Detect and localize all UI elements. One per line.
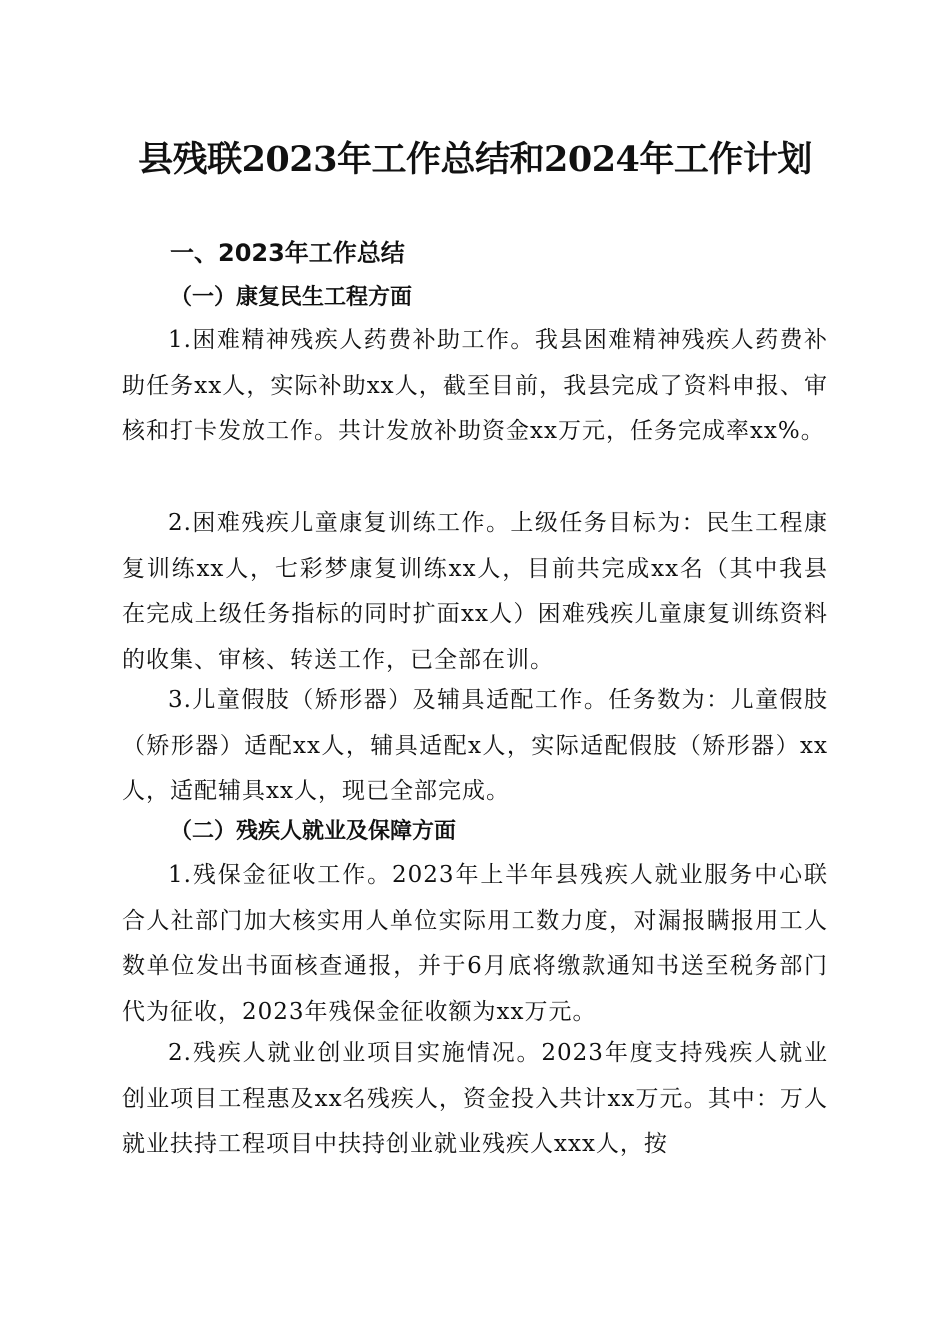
document-title: 县残联2023年工作总结和2024年工作计划	[138, 139, 812, 180]
paragraph-levy-collection: 1.残保金征收工作。2023年上半年县残疾人就业服务中心联合人社部门加大核实用人单位实际用工数力度，对漏报瞒报用工人数单位发出书面核查通报，并于6月底将缴款通知书送至税务部门代为征收，2023年残保金征收额为xx万元。	[122, 862, 828, 1025]
subsection-heading-employment: （二）残疾人就业及保障方面	[170, 819, 457, 844]
paragraph-prosthesis-fitting: 3.儿童假肢（矫形器）及辅具适配工作。任务数为：儿童假肢（矫形器）适配xx人，辅具适配x人，实际适配假肢（矫形器）xx人，适配辅具xx人，现已全部完成。	[122, 687, 828, 804]
paragraph-employment-projects: 2.残疾人就业创业项目实施情况。2023年度支持残疾人就业创业项目工程惠及xx名残疾人，资金投入共计xx万元。其中：万人就业扶持工程项目中扶持创业就业残疾人xxx人，按	[122, 1040, 828, 1157]
paragraph-child-rehab-training: 2.困难残疾儿童康复训练工作。上级任务目标为：民生工程康复训练xx人，七彩梦康复训练xx人，目前共完成xx名（其中我县在完成上级任务指标的同时扩面xx人）困难残疾儿童康复训练资料的收集、审核、转送工作，已全部在训。	[122, 510, 828, 673]
subsection-heading-rehabilitation: （一）康复民生工程方面	[170, 285, 413, 310]
paragraph-medicine-subsidy: 1.困难精神残疾人药费补助工作。我县困难精神残疾人药费补助任务xx人，实际补助xx人，截至目前，我县完成了资料申报、审核和打卡发放工作。共计发放补助资金xx万元，任务完成率xx%。	[122, 327, 828, 444]
section-heading-summary: 一、2023年工作总结	[170, 239, 405, 267]
